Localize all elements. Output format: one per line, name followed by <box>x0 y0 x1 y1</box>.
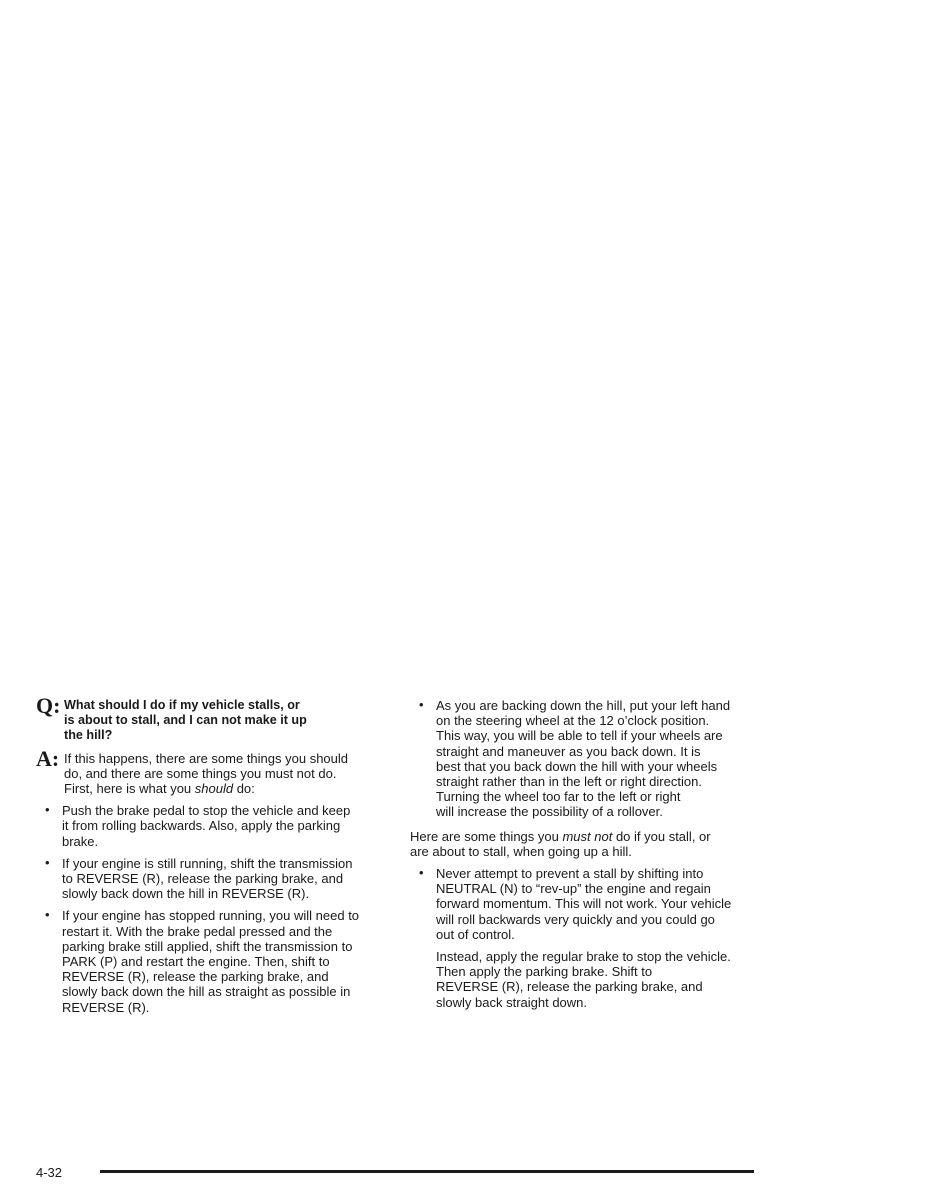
must-not-paragraph: Here are some things you must not do if you stall, or are about to stall, when going up a hill. <box>410 828 711 859</box>
page-number: 4-32 <box>36 1165 63 1180</box>
list-item: • If your engine has stopped running, you will need to restart it. With the brake pedal pressed and the parking brake still applied, shift the transmission to PARK (P) and restart the engine. Then, shift to REVERSE (R), release the parking brake, and slowly back down the hill as straight as possible in REVERSE (R). <box>45 907 360 1015</box>
bullet-icon: • <box>419 697 424 712</box>
answer-block <box>36 745 388 797</box>
bullet-icon: • <box>45 802 50 818</box>
question-block <box>36 693 388 744</box>
footer-divider <box>100 1170 754 1173</box>
list-item: • Never attempt to prevent a stall by shifting into NEUTRAL (N) to “rev-up” the engine and regain forward momentum. This will not work. Your vehicle will roll backwards very quickly and you could go out of control. <box>419 865 732 942</box>
bullet-icon: • <box>45 907 50 923</box>
right-column <box>410 698 760 1010</box>
question-marker: Q: <box>36 693 61 718</box>
list-item: • If your engine is still running, shift the transmission to REVERSE (R), release the parking brake, and slowly back down the hill in REVERSE (R). <box>45 854 353 902</box>
list-item: • Push the brake pedal to stop the vehicle and keep it from rolling backwards. Also, apply the parking brake. <box>45 802 351 849</box>
bullet-icon: • <box>419 865 424 881</box>
list-item: • As you are backing down the hill, put your left hand on the steering wheel at the 12 o’clock position. This way, you will be able to tell if your wheels are straight and maneuver as you back down. It is best that you back down the hill with your wheels straight rather than in the left or right direction. Turning the wheel too far to the left or right will increase the possibility of a rollover. <box>419 697 731 820</box>
left-column <box>36 693 388 1015</box>
answer-marker: A: <box>36 745 60 771</box>
bullet-icon: • <box>45 854 50 870</box>
instead-paragraph: Instead, apply the regular brake to stop the vehicle. Then apply the parking brake. Shift to REVERSE (R), release the parking brake, and slowly back straight down. <box>436 949 731 1010</box>
question-text: What should I do if my vehicle stalls, or is about to stall, and I can not make it up the hill? <box>64 698 307 743</box>
answer-text: If this happens, there are some things you should do, and there are some things you must not do. First, here is what you should do: <box>64 750 349 797</box>
